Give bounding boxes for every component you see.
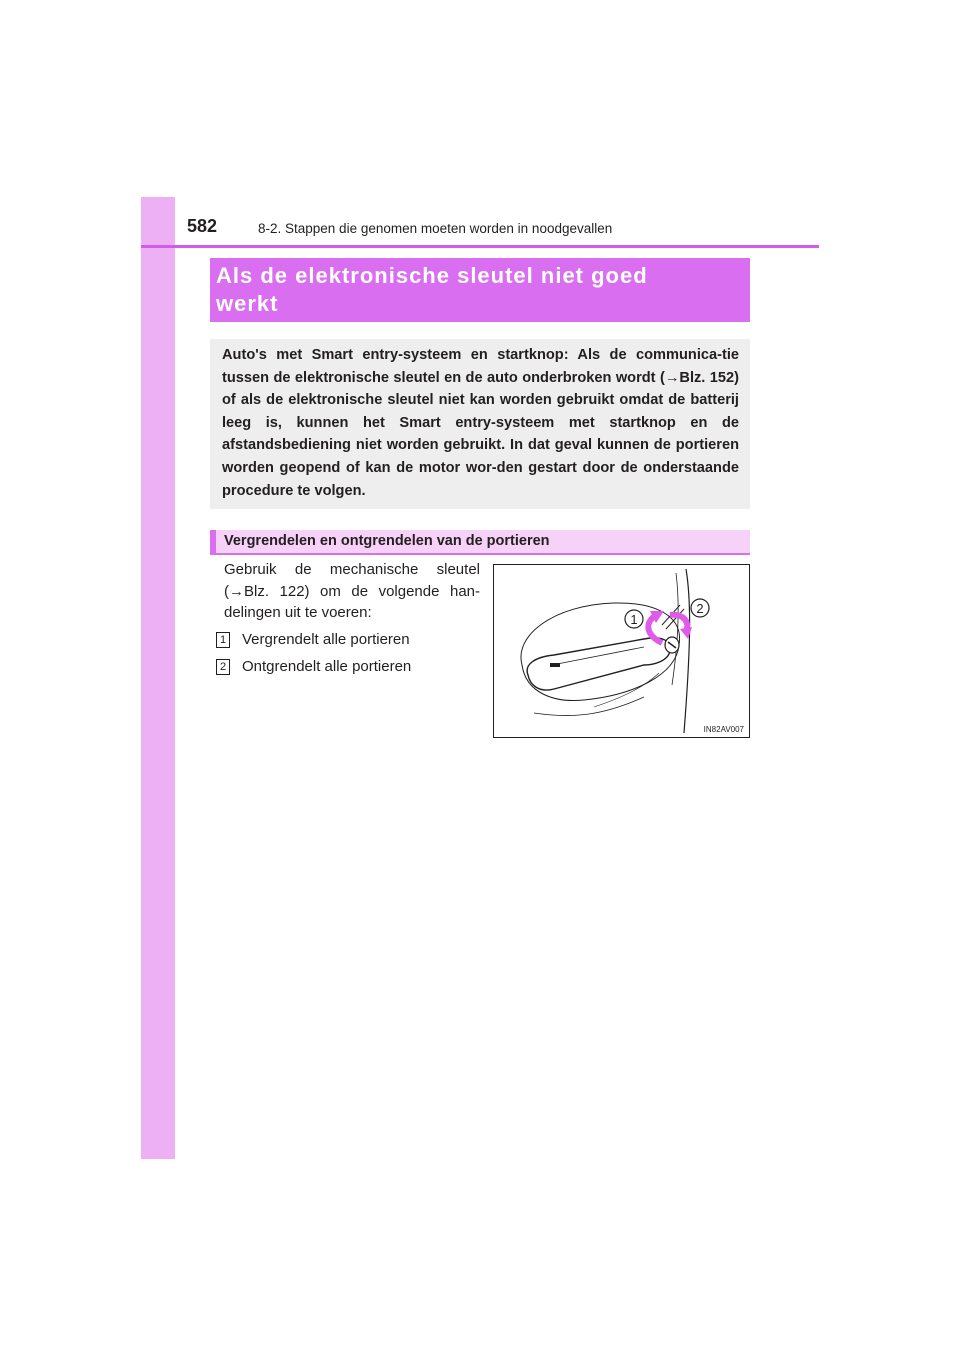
- step-1-number: 1: [216, 632, 230, 648]
- running-head: 8-2. Stappen die genomen moeten worden in noodgevallen: [258, 221, 613, 236]
- step-2-label: Ontgrendelt alle portieren: [242, 658, 412, 675]
- intro-box: [210, 339, 750, 509]
- intro-text: Auto's met Smart entry-systeem en startknop: Als de communica-tie tussen de elektronische sleutel en de auto onderbroken wordt (→Blz. 152) of als de elektronische sleutel niet kan worden gebruikt omdat de batterij leeg is, kunnen het Smart entry-systeem met startknop en de afstandsbediening niet worden gebruikt. In dat geval kunnen de portieren worden geopend of kan de motor wor-den gestart door de onderstaande procedure te volgen.: [222, 347, 739, 499]
- door-handle-illustration: [494, 565, 749, 737]
- side-tab-band: [141, 197, 175, 1159]
- step-2-number: 2: [216, 659, 230, 675]
- callout-1: 1: [630, 612, 638, 627]
- section-title-line-1: Als de elektronische sleutel niet goed: [216, 263, 648, 288]
- body-text: Gebruik de mechanische sleutel (→Blz. 122) om de volgende han-delingen uit te voeren:: [224, 561, 480, 621]
- subsection-header: Vergrendelen en ontgrendelen van de portieren: [210, 530, 750, 555]
- section-title-line-2: werkt: [216, 291, 279, 316]
- figure-code: IN82AV007: [703, 725, 744, 734]
- door-handle-figure: [493, 564, 750, 738]
- callout-2: 2: [696, 601, 704, 616]
- step-1-label: Vergrendelt alle portieren: [242, 631, 410, 648]
- section-title: [210, 258, 750, 322]
- page-number: 582: [187, 216, 218, 236]
- step-1: [216, 630, 410, 650]
- header-rule: [141, 245, 819, 248]
- step-2: [216, 657, 411, 677]
